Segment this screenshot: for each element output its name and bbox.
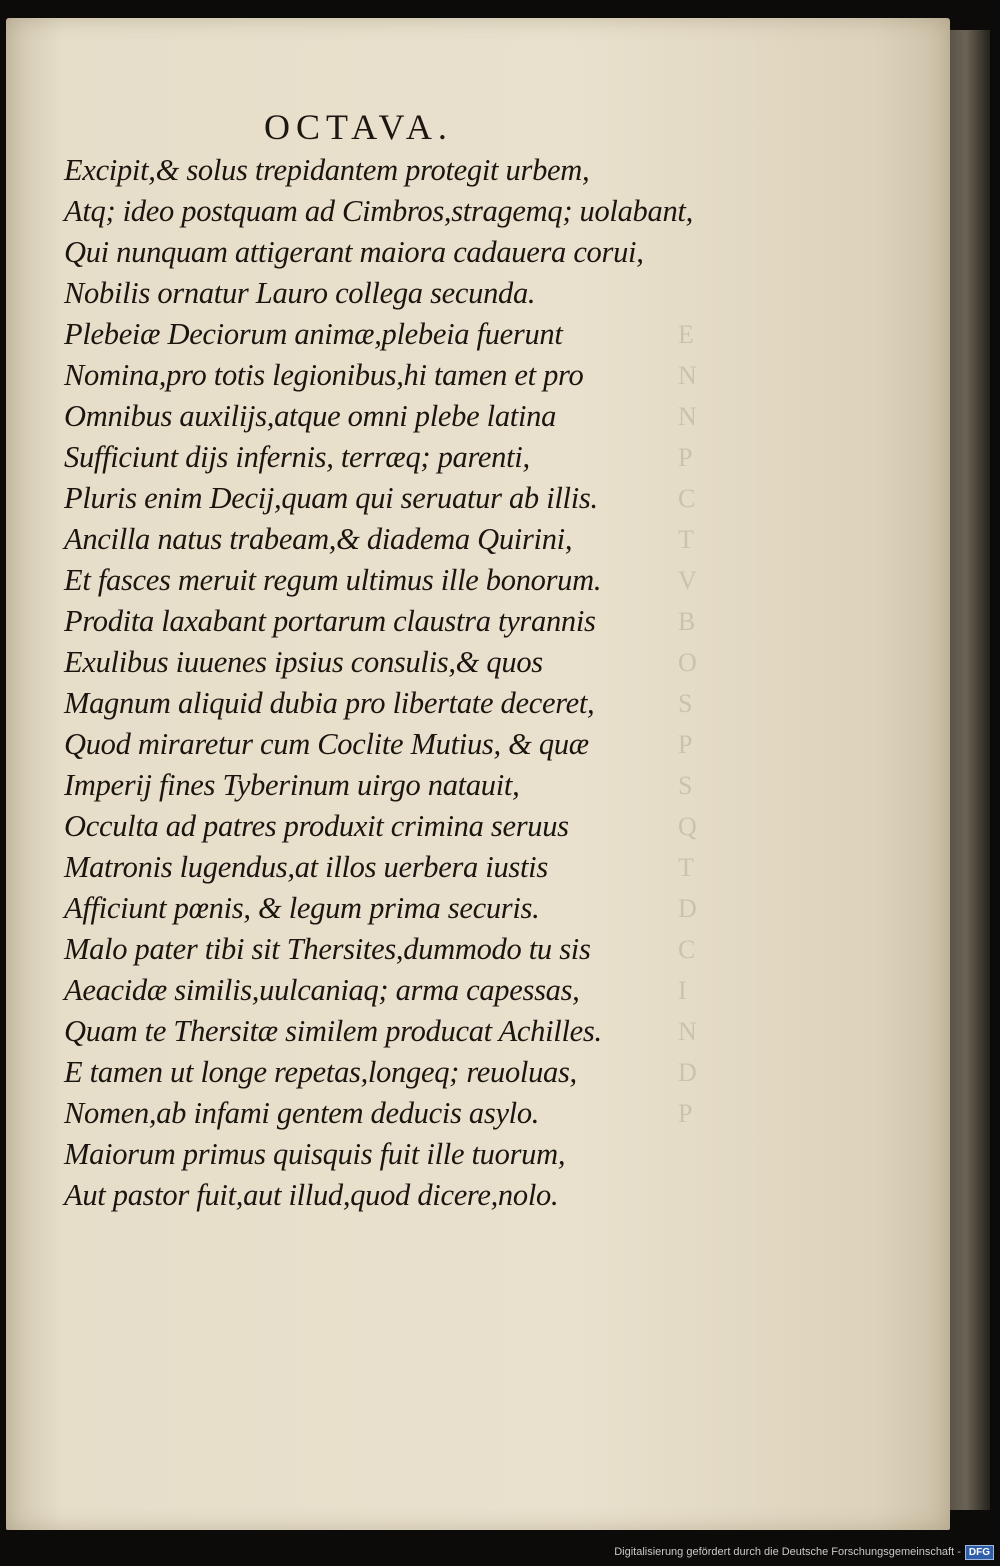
digitization-footer [614,1542,994,1562]
verse-line: Aeacidæ similis,uulcaniaq; arma capessas, [64,973,580,1007]
verse-line: Malo pater tibi sit Thersites,dummodo tu sis [64,932,591,966]
running-head: OCTAVA. [264,107,453,147]
verse-line: Maiorum primus quisquis fuit ille tuorum, [64,1137,566,1171]
verse-line: Ancilla natus trabeam,& diadema Quirini, [64,522,573,556]
verse-block [64,150,693,1216]
verse-line: Exulibus iuuenes ipsius consulis,& quos [64,645,543,679]
verse-line: Prodita laxabant portarum claustra tyrannis [64,604,596,638]
bleed-through-right: E N N P C T V B O S P S Q T D C I N D P [678,320,697,1128]
verse-line: Quod miraretur cum Coclite Mutius, & quæ [64,727,589,761]
verse-line: Pluris enim Decij,quam qui seruatur ab illis. [64,481,598,515]
page-edge [950,30,990,1510]
verse-line: E tamen ut longe repetas,longeq; reuoluas, [64,1055,577,1089]
verse-line: Occulta ad patres produxit crimina seruus [64,809,569,843]
verse-line: Quam te Thersitæ similem producat Achilles. [64,1014,602,1048]
verse-line: Magnum aliquid dubia pro libertate deceret, [64,686,595,720]
verse-line: Matronis lugendus,at illos uerbera iustis [64,850,548,884]
verse-line: Afficiunt pœnis, & legum prima securis. [64,891,540,925]
verse-line: Aut pastor fuit,aut illud,quod dicere,nolo. [64,1178,559,1212]
verse-line: Atq; ideo postquam ad Cimbros,stragemq; uolabant, [64,194,693,228]
verse-line: Qui nunquam attigerant maiora cadauera corui, [64,235,644,269]
verse-line: Et fasces meruit regum ultimus ille bonorum. [64,563,602,597]
verse-line: Nobilis ornatur Lauro collega secunda. [64,276,536,310]
verse-line: Imperij fines Tyberinum uirgo natauit, [64,768,520,802]
footer-credit: Digitalisierung gefördert durch die Deutsche Forschungsgemeinschaft - [614,1546,961,1558]
verse-line: Nomen,ab infami gentem deducis asylo. [64,1096,540,1130]
verse-line: Sufficiunt dijs infernis, terræq; parenti, [64,440,530,474]
dfg-logo: DFG [965,1545,994,1560]
verse-line: Plebeiæ Deciorum animæ,plebeia fuerunt [64,317,563,351]
verse-line: Omnibus auxilijs,atque omni plebe latina [64,399,557,433]
book-page [6,18,950,1530]
verse-line: Nomina,pro totis legionibus,hi tamen et pro [64,358,584,392]
verse-line: Excipit,& solus trepidantem protegit urbem, [64,153,590,187]
